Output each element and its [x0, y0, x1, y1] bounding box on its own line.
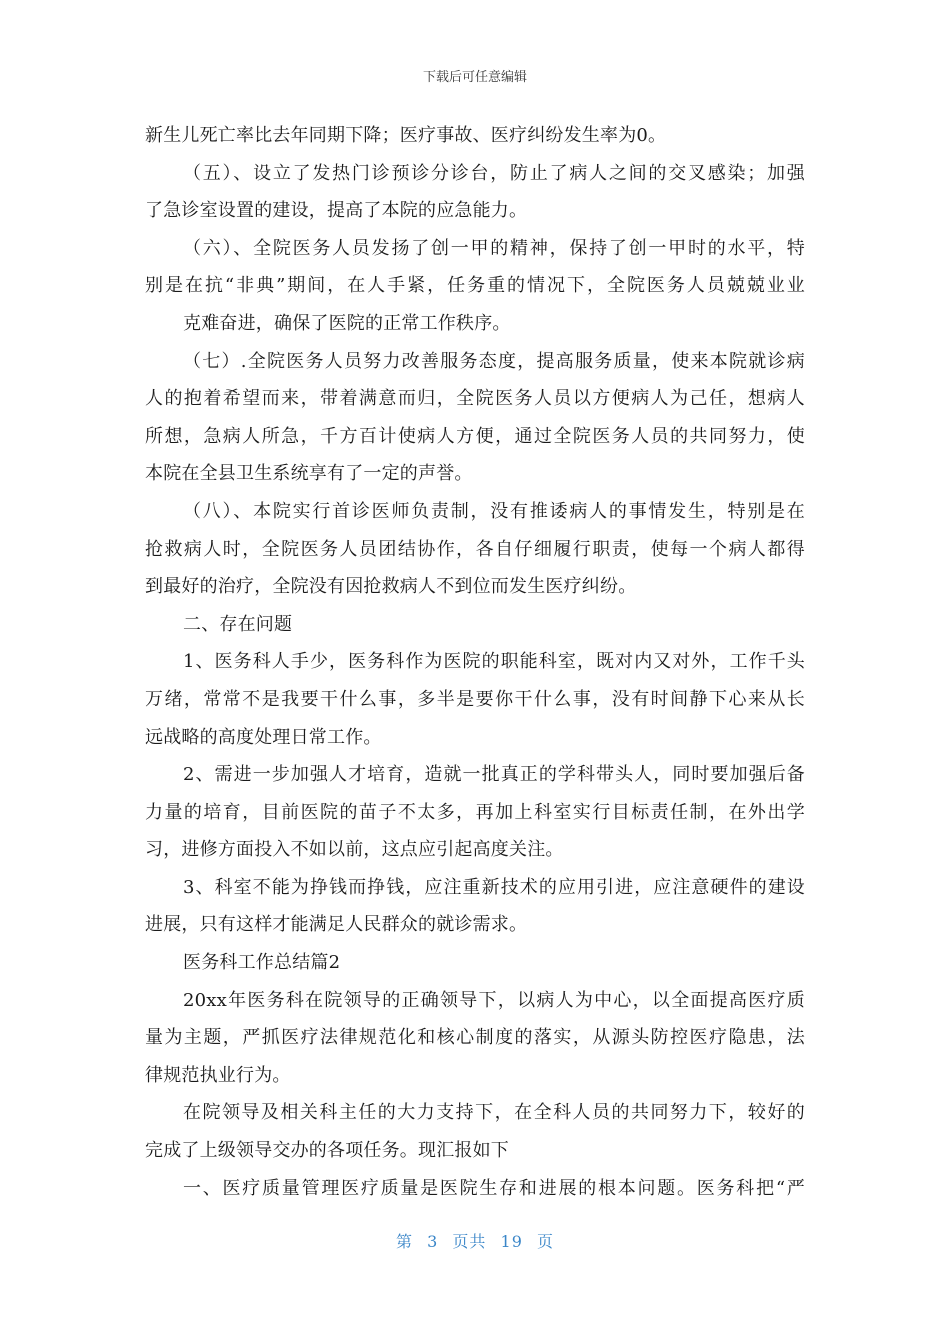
text-line: 医务科工作总结篇2 — [183, 952, 341, 974]
text-line: 抢救病人时，全院医务人员团结协作，各自仔细履行职责，使每一个病人都得 — [145, 538, 805, 560]
text-line: 一、医疗质量管理医疗质量是医院生存和进展的根本问题。医务科把“严 — [183, 1177, 805, 1199]
text-line: 所想，急病人所急，千方百计使病人方便，通过全院医务人员的共同努力，使 — [145, 425, 805, 447]
footer-middle: 页共 — [452, 1232, 487, 1251]
text-line: 二、存在问题 — [183, 613, 293, 635]
text-line: 力量的培育，目前医院的苗子不太多，再加上科室实行目标责任制，在外出学 — [145, 801, 805, 823]
text-line: 20xx年医务科在院领导的正确领导下，以病人为中心，以全面提高医疗质 — [183, 989, 805, 1011]
text-line: 了急诊室设置的建设，提高了本院的应急能力。 — [145, 200, 528, 222]
text-line: （五）、设立了发热门诊预诊分诊台，防止了病人之间的交叉感染；加强 — [183, 162, 805, 184]
text-line: （七）.全院医务人员努力改善服务态度，提高服务质量，使来本院就诊病 — [183, 350, 805, 372]
footer-total-pages: 19 — [500, 1232, 523, 1251]
text-line: （八）、本院实行首诊医师负责制，没有推诿病人的事情发生，特别是在 — [183, 500, 805, 522]
text-line: 新生儿死亡率比去年同期下降；医疗事故、医疗纠纷发生率为0。 — [145, 125, 667, 146]
text-line: 别是在抗“非典”期间，在人手紧，任务重的情况下，全院医务人员兢兢业业 — [145, 275, 805, 297]
text-line: 3、科室不能为挣钱而挣钱，应注重新技术的应用引进，应注意硬件的建设 — [183, 876, 805, 898]
footer-prefix: 第 — [396, 1232, 414, 1251]
text-line: 本院在全县卫生系统享有了一定的声誉。 — [145, 463, 473, 485]
text-line: 人的抱着希望而来，带着满意而归，全院医务人员以方便病人为己任，想病人 — [145, 388, 805, 410]
text-line: 到最好的治疗，全院没有因抢救病人不到位而发生医疗纠纷。 — [145, 576, 637, 598]
text-line: 习，进修方面投入不如以前，这点应引起高度关注。 — [145, 839, 564, 861]
text-line: 万绪，常常不是我要干什么事，多半是要你干什么事，没有时间静下心来从长 — [145, 688, 805, 710]
text-line: 1、医务科人手少，医务科作为医院的职能科室，既对内又对外，工作千头 — [183, 651, 805, 673]
page-header: 下载后可任意编辑 — [422, 70, 527, 85]
text-line: 完成了上级领导交办的各项任务。现汇报如下 — [145, 1140, 509, 1162]
footer-suffix: 页 — [536, 1232, 554, 1251]
text-line: 律规范执业行为。 — [145, 1064, 291, 1086]
text-line: （六）、全院医务人员发扬了创一甲的精神，保持了创一甲时的水平，特 — [183, 237, 805, 259]
text-line: 量为主题，严抓医疗法律规范化和核心制度的落实，从源头防控医疗隐患，法 — [145, 1027, 805, 1049]
page-footer — [0, 1229, 950, 1252]
text-line: 远战略的高度处理日常工作。 — [145, 726, 382, 748]
text-line: 2、需进一步加强人才培育，造就一批真正的学科带头人，同时要加强后备 — [183, 764, 805, 786]
footer-page-number: 3 — [427, 1232, 439, 1251]
document-body — [145, 117, 805, 1207]
text-line: 在院领导及相关科主任的大力支持下，在全科人员的共同努力下，较好的 — [183, 1102, 805, 1124]
text-line: 进展，只有这样才能满足人民群众的就诊需求。 — [145, 914, 528, 936]
text-line: 克难奋进，确保了医院的正常工作秩序。 — [183, 312, 511, 334]
